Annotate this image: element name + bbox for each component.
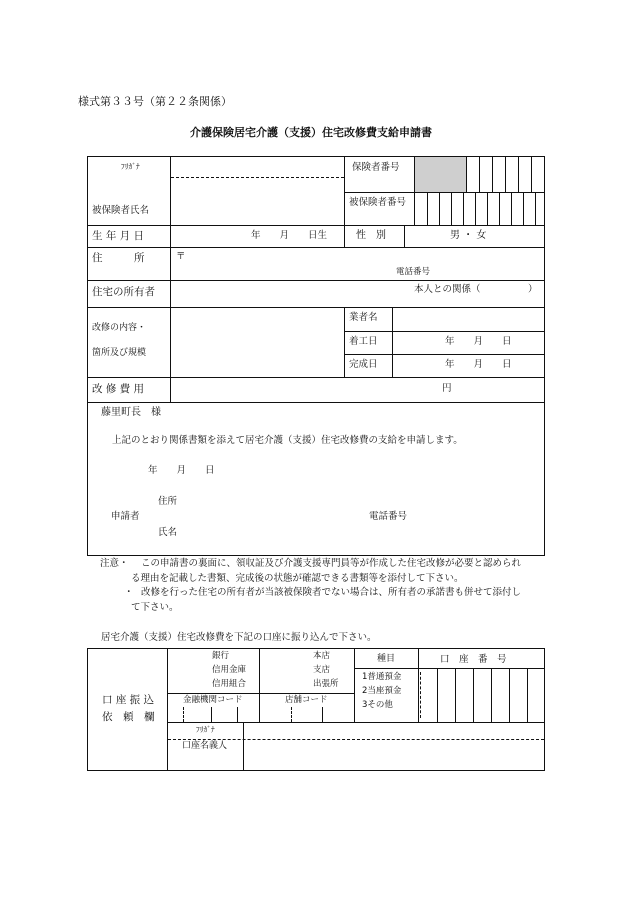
renovation-input[interactable] [174, 311, 340, 373]
account-type-current[interactable]: 2当座預金 [362, 686, 402, 696]
yen-label: 円 [442, 383, 452, 394]
holder-furigana-label: ﾌﾘｶﾞﾅ [196, 725, 215, 734]
form-number: 様式第３３号（第２２条関係） [78, 95, 232, 108]
col-divider [344, 156, 345, 225]
owner-label: 住宅の所有者 [92, 286, 155, 298]
col-divider [344, 307, 345, 377]
note-2-cont: て下さい。 [131, 602, 179, 613]
account-number-input[interactable] [421, 670, 543, 720]
application-statement: 上記のとおり関係書類を添えて居宅介護（支援）住宅改修費の支給を申請します。 [112, 435, 463, 446]
sex-selector[interactable]: 男 ・ 女 [450, 230, 487, 241]
finish-date-input[interactable]: 年 月 日 [445, 359, 512, 370]
insurer-number-label: 保険者番号 [352, 162, 400, 173]
account-number-label: 口 座 番 号 [440, 654, 507, 665]
row-divider [87, 247, 545, 248]
postal-mark: 〒 [176, 251, 186, 262]
cost-input[interactable] [174, 380, 436, 400]
furigana-input[interactable] [174, 160, 340, 175]
renovation-label: 改修の内容・ [92, 323, 147, 333]
notes-prefix: 注意・ [100, 558, 129, 569]
note-2: 改修を行った住宅の所有者が当該被保険者でない場合は、所有者の承諾書も併せて添付し [141, 587, 522, 598]
applicant-name-input[interactable] [185, 524, 385, 538]
contractor-label: 業者名 [349, 312, 378, 323]
branch-name-input[interactable] [262, 651, 308, 691]
insurer-number-input[interactable] [467, 158, 543, 190]
note-1-cont: る理由を記載した書類、完成後の状態が確認できる書類等を添付して下さい。 [131, 573, 464, 584]
account-type-label: 種目 [377, 654, 396, 664]
holder-furigana-input[interactable] [247, 725, 543, 737]
birthdate-label: 生 年 月 日 [92, 230, 145, 242]
birthdate-input[interactable]: 年 月 日生 [251, 230, 328, 241]
bank-request-label: 口 座 振 込 [102, 694, 155, 706]
start-date-input[interactable]: 年 月 日 [445, 336, 512, 347]
col-divider [392, 307, 393, 377]
row-divider [87, 307, 545, 308]
branch-type-main: 本店 [313, 651, 331, 661]
finish-date-label: 完成日 [349, 359, 378, 370]
branch-type-branch: 支店 [313, 665, 331, 675]
relation-field[interactable]: 本人との関係（ ） [414, 284, 538, 295]
row-divider [344, 192, 545, 193]
insured-number-input[interactable] [416, 194, 543, 223]
owner-input[interactable] [174, 283, 410, 305]
bank-type-shinkin: 信用金庫 [212, 665, 247, 675]
applicant-phone-label: 電話番号 [369, 511, 408, 522]
col-divider [404, 225, 405, 247]
row-divider [87, 225, 545, 226]
applicant-address-label: 住所 [158, 496, 178, 507]
col-divider [170, 156, 171, 225]
application-date[interactable]: 年 月 日 [148, 465, 215, 476]
row-divider [344, 354, 545, 355]
bank-name-input[interactable] [170, 651, 208, 691]
renovation-label-2: 箇所及び規模 [92, 348, 147, 358]
institution-code-label: 金融機関コード [183, 695, 243, 705]
furigana-divider [171, 177, 344, 178]
addressee: 藤里町長 様 [101, 407, 161, 418]
cost-label: 改 修 費 用 [92, 383, 145, 395]
insurer-number-prefilled [415, 157, 466, 192]
applicant-address-input[interactable] [185, 493, 385, 507]
branch-type-office: 出張所 [313, 679, 339, 689]
applicant-label: 申請者 [111, 511, 140, 522]
insured-name-label: 被保険者氏名 [92, 205, 150, 216]
address-label: 住 所 [92, 252, 145, 264]
insured-number-label: 被保険者番号 [349, 197, 407, 208]
row-divider [87, 377, 545, 378]
bank-type-bank: 銀行 [212, 651, 230, 661]
address-input[interactable] [190, 250, 540, 264]
bank-request-label-2: 依 頼 欄 [102, 711, 155, 723]
note-1: この申請書の裏面に、領収証及び介護支援専門員等が作成した住宅改修が必要と認められ [141, 558, 522, 569]
institution-code-input[interactable] [170, 708, 256, 721]
account-type-other[interactable]: 3その他 [362, 700, 393, 710]
bank-intro: 居宅介護（支援）住宅改修費を下記の口座に振り込んで下さい。 [101, 632, 377, 643]
sex-label: 性 別 [356, 230, 386, 241]
row-divider [87, 402, 545, 403]
furigana-label: ﾌﾘｶﾞﾅ [121, 162, 140, 171]
start-date-label: 着工日 [349, 336, 378, 347]
col-divider [170, 225, 171, 402]
row-divider [87, 280, 545, 281]
row-divider [344, 331, 545, 332]
note-bullet: ・ [124, 587, 134, 598]
insured-name-input[interactable] [174, 180, 340, 222]
account-type-ordinary[interactable]: 1普通預金 [362, 672, 402, 682]
page-title: 介護保険居宅介護（支援）住宅改修費支給申請書 [190, 126, 432, 139]
phone-label: 電話番号 [396, 267, 431, 277]
bank-type-credit-union: 信用組合 [212, 679, 247, 689]
contractor-input[interactable] [396, 309, 542, 329]
account-holder-label: 口座名義人 [182, 741, 228, 751]
account-holder-input[interactable] [247, 742, 543, 768]
col-divider [344, 225, 345, 247]
applicant-name-label: 氏名 [158, 527, 178, 538]
branch-code-label: 店舗コード [285, 695, 328, 705]
branch-code-input[interactable] [262, 708, 352, 721]
